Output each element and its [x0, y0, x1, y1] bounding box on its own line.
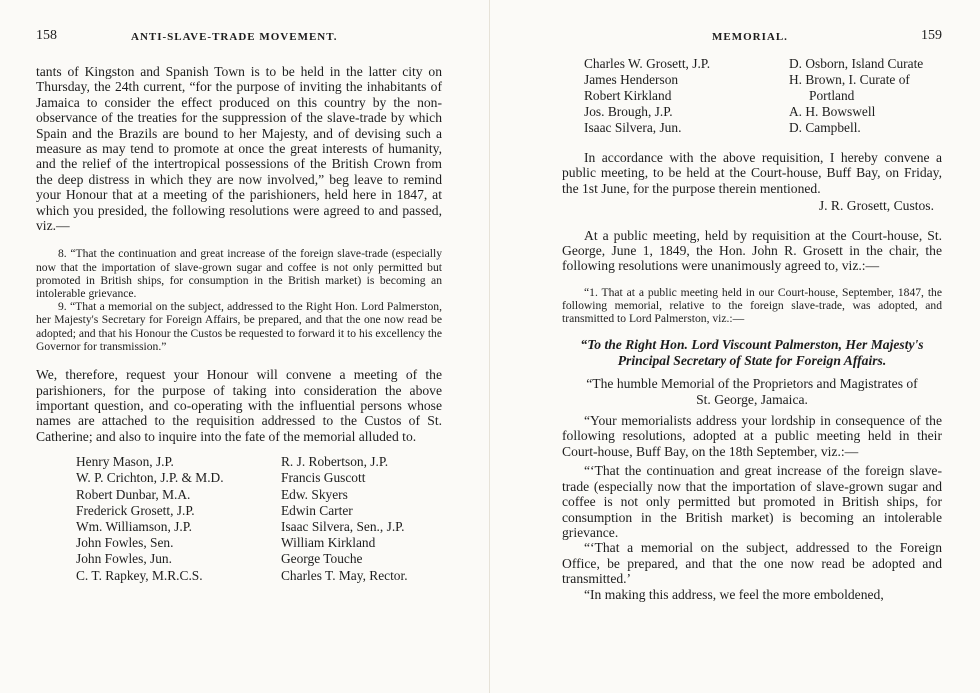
signatories-list — [76, 454, 442, 584]
signatory-name: R. J. Robertson, J.P. — [281, 454, 389, 470]
signatory-name: D. Osborn, Island Curate — [789, 56, 924, 71]
signatory-name: Frederick Grosett, J.P. — [76, 502, 195, 518]
right-page-header — [562, 28, 942, 54]
signatory-name: C. T. Rapkey, M.R.C.S. — [76, 567, 203, 583]
right-paragraph-2: At a public meeting, held by requisition at the Court-house, St. George, June 1, 1849, the Hon. John R. Grosett in the chair, the following resolutions were unanimously agreed to, viz.:— — [562, 227, 942, 274]
left-paragraph-1: tants of Kingston and Spanish Town is to be held in the latter city on Thursday, the 24th current, “for the purpose of inviting the inhabitants of Jamaica to consider the effect produced on this country by the non-observance of the treaties for the suppression of the slave-trade by which Spain and the Brazils are bound to her Majesty, and of devising such a measure as may tend to promote at once the great interests of humanity, and the relief of the intertropical possessions of the British Crown from the deep distress in which they are now involved,” beg leave to remind your Honour that at a meeting of the parishioners, held here in 1847, at which you presided, the following resolutions were agreed to and passed, viz.— — [36, 64, 442, 234]
left-running-head: ANTI-SLAVE-TRADE MOVEMENT. — [131, 31, 338, 43]
right-page-number: 159 — [921, 28, 942, 43]
signatory-name: John Fowles, Sen. — [76, 535, 174, 551]
signatory-name: Portland — [809, 88, 855, 103]
signatory-name: A. H. Bowswell — [789, 104, 876, 119]
signatory-name: W. P. Crichton, J.P. & M.D. — [76, 470, 224, 486]
memorial-title-1: “The humble Memorial of the Proprietors and Magistrates of — [586, 376, 918, 392]
left-paragraph-2: We, therefore, request your Honour will convene a meeting of the parishioners, for the purpose of taking into consideration the above important question, and co-operating with the influential persons whose names are attached to the requisition addressed to the Custos of St. Catherine; and also to inquire into the fate of the memorial alluded to. — [36, 367, 442, 444]
signatory-name: Isaac Silvera, Jun. — [584, 120, 682, 135]
resolution-1: “1. That at a public meeting held in our Court-house, September, 1847, the following memorial, relative to the foreign slave-trade, was adopted, and transmitted to Lord Palmerston, viz.:— — [562, 285, 942, 326]
signatory-name: Isaac Silvera, Sen., J.P. — [281, 518, 405, 534]
right-paragraph-3: “Your memorialists address your lordship in consequence of the following resolutions, adopted at a public meeting held in their Court-house, Buff Bay, on the 18th September, viz.:— — [562, 413, 942, 459]
signatory-name: H. Brown, I. Curate of — [789, 72, 910, 87]
signatory-name: Edw. Skyers — [281, 486, 348, 502]
left-page-number: 158 — [36, 28, 57, 43]
signatory-name: Robert Dunbar, M.A. — [76, 486, 191, 502]
signatory-name: Jos. Brough, J.P. — [584, 104, 673, 119]
resolution-9: 9. “That a memorial on the subject, addressed to the Right Hon. Lord Palmerston, her Majesty's Secretary for Foreign Affairs, be prepared, and that the one now read be adopted; and that his Honour the Custos be requested to forward it to his excellency the Governor for transmission.” — [36, 300, 443, 353]
right-page — [490, 0, 980, 693]
right-paragraph-1: In accordance with the above requisition, I hereby convene a public meeting, to be held at the Court-house, Buff Bay, on Friday, the 1st June, for the purpose therein mentioned. — [562, 150, 942, 196]
memorial-title-2: St. George, Jamaica. — [696, 391, 808, 407]
signatories-list-continued — [584, 56, 942, 136]
address-line-1: “To the Right Hon. Lord Viscount Palmerston, Her Majesty's — [580, 337, 924, 353]
signatory-name: Robert Kirkland — [584, 88, 672, 103]
quoted-resolution-2: “‘That a memorial on the subject, addressed to the Foreign Office, be prepared, and that the one now read be adopted and transmitted.’ — [562, 540, 942, 587]
custos-signature: J. R. Grosett, Custos. — [818, 198, 934, 214]
signatory-name: John Fowles, Jun. — [76, 551, 172, 567]
signatory-name: Charles T. May, Rector. — [281, 567, 408, 583]
signatory-name: D. Campbell. — [789, 120, 861, 135]
left-page-header — [36, 28, 442, 54]
quoted-resolution-1: “‘That the continuation and great increase of the foreign slave-trade (especially now that the importation of slave-grown sugar and coffee is not only permitted but promoted in British ships, for consumption in the British market) is becoming an intolerable grievance. — [562, 463, 942, 540]
signatory-name: Wm. Williamson, J.P. — [76, 518, 193, 534]
signatory-name: George Touche — [281, 551, 363, 567]
signatory-name: Charles W. Grosett, J.P. — [584, 56, 711, 71]
signatory-name: Francis Guscott — [281, 470, 366, 486]
address-line-2: Principal Secretary of State for Foreign Affairs. — [617, 352, 887, 368]
right-running-head: MEMORIAL. — [712, 31, 788, 43]
resolution-8: 8. “That the continuation and great increase of the foreign slave-trade (especially now that the importation of slave-grown sugar and coffee is not only permitted but promoted in British ships, for consumption in the British market) is becoming an intolerable grievance. — [36, 247, 442, 301]
signatory-name: James Henderson — [584, 72, 679, 87]
signatory-name: Edwin Carter — [281, 502, 353, 518]
right-paragraph-4: “In making this address, we feel the more emboldened, — [584, 586, 884, 602]
signatory-name: Henry Mason, J.P. — [76, 454, 174, 470]
signatory-name: William Kirkland — [281, 535, 376, 551]
